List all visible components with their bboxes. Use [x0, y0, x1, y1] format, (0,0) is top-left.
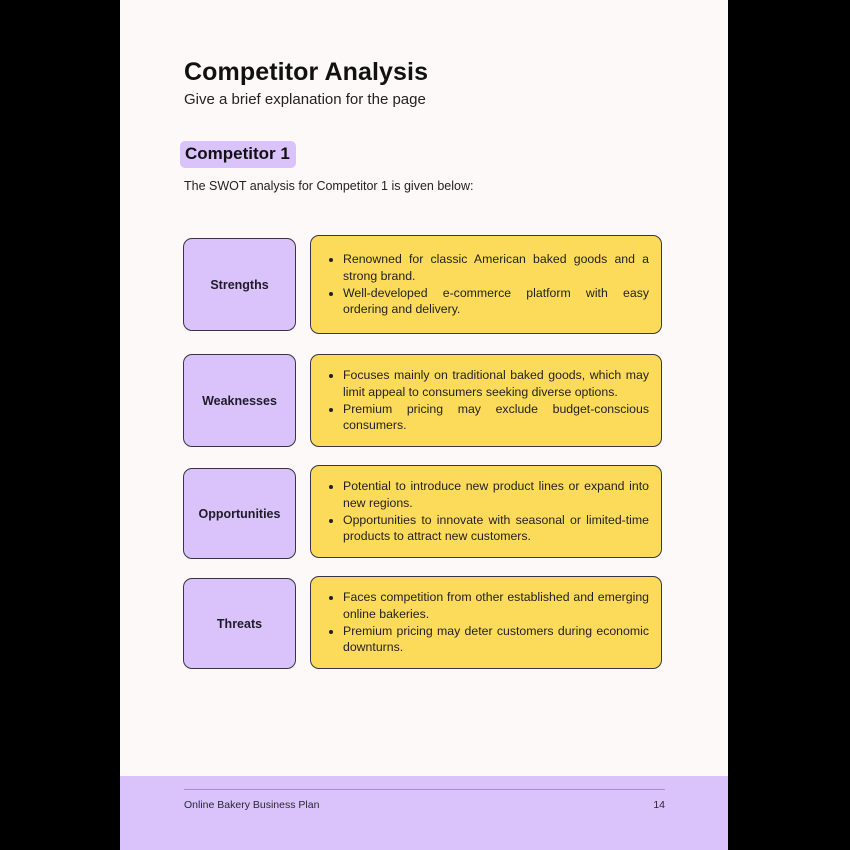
swot-label-weaknesses: Weaknesses — [183, 354, 296, 447]
page-subtitle: Give a brief explanation for the page — [184, 91, 426, 108]
bullet-item: • Well-developed e-commerce platform with easy ordering and delivery. — [343, 285, 649, 319]
bullet-list — [329, 478, 649, 545]
swot-label-strengths: Strengths — [183, 238, 296, 331]
bullet-item: • Renowned for classic American baked goods and a strong brand. — [343, 251, 649, 285]
bullet-item: • Premium pricing may exclude budget-conscious consumers. — [343, 401, 649, 435]
page-footer — [120, 776, 728, 850]
bullet-item: • Premium pricing may deter customers during economic downturns. — [343, 623, 649, 657]
swot-content-weaknesses — [310, 354, 662, 447]
swot-row-opportunities — [183, 465, 665, 558]
bullet-item: • Potential to introduce new product lines or expand into new regions. — [343, 478, 649, 512]
swot-content-strengths — [310, 235, 662, 334]
swot-label-opportunities: Opportunities — [183, 468, 296, 559]
bullet-list — [329, 589, 649, 656]
bullet-item: • Focuses mainly on traditional baked goods, which may limit appeal to consumers seeking diverse options. — [343, 367, 649, 401]
swot-row-threats — [183, 576, 665, 669]
document-page — [120, 0, 728, 850]
swot-row-strengths — [183, 235, 665, 332]
bullet-list — [329, 251, 649, 318]
bullet-item: • Opportunities to innovate with seasonal or limited-time products to attract new customers. — [343, 512, 649, 546]
footer-divider — [184, 789, 665, 790]
footer-page-number: 14 — [653, 799, 665, 811]
competitor-section-heading: Competitor 1 — [180, 141, 296, 168]
intro-text: The SWOT analysis for Competitor 1 is given below: — [184, 179, 474, 193]
footer-document-title: Online Bakery Business Plan — [184, 799, 320, 811]
bullet-item: • Faces competition from other established and emerging online bakeries. — [343, 589, 649, 623]
swot-row-weaknesses — [183, 354, 665, 447]
swot-label-threats: Threats — [183, 578, 296, 669]
swot-content-threats — [310, 576, 662, 669]
swot-content-opportunities — [310, 465, 662, 558]
bullet-list — [329, 367, 649, 434]
page-title: Competitor Analysis — [184, 58, 429, 86]
